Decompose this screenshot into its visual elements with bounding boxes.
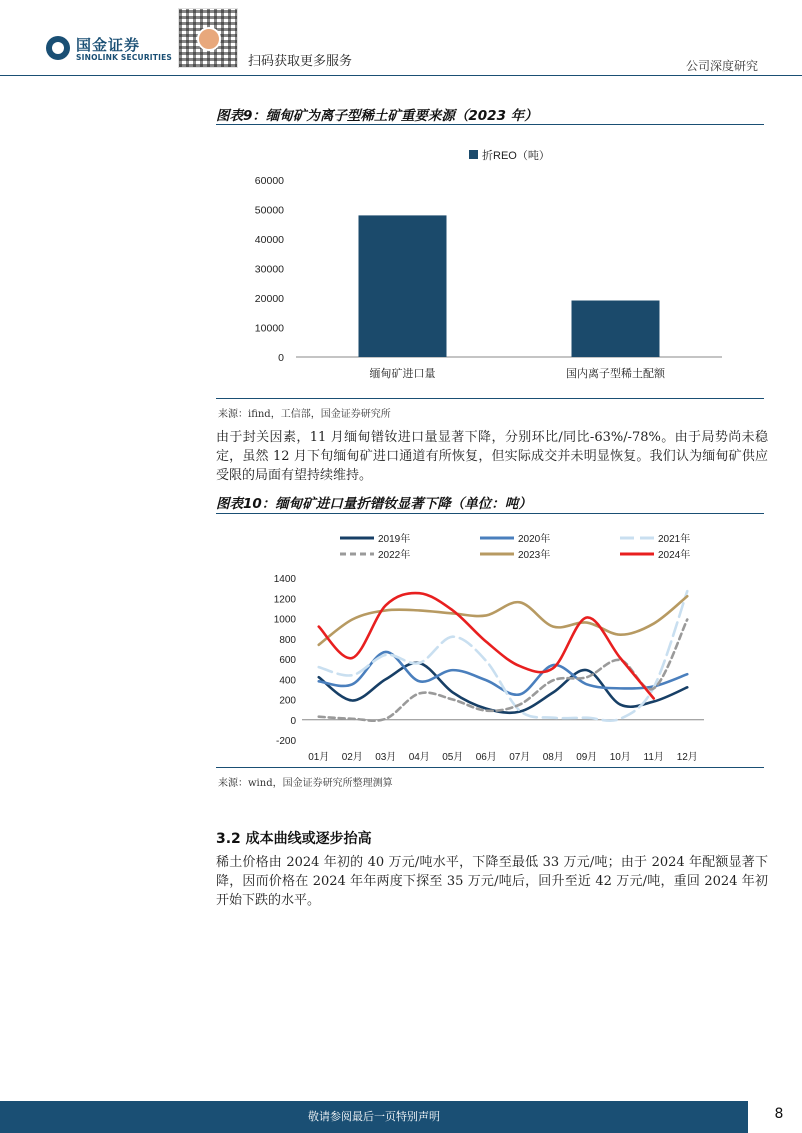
- x-tick-label: 08月: [542, 752, 564, 763]
- figure10-top-rule: [216, 513, 764, 514]
- body-paragraph-2: 稀土价格由 2024 年初的 40 万元/吨水平，下降至最低 33 万元/吨；由于 2024 年配额显著下降，因而价格在 2024 年年两度下探至 35 万元/吨后，回升至近 42 万元/吨，重回 2024 年初开始下跌的水平。: [216, 855, 768, 908]
- series-line: [319, 593, 654, 698]
- page-number: 8: [774, 1106, 784, 1122]
- legend-label: 折REO（吨）: [482, 150, 550, 162]
- y-tick-label: 600: [279, 655, 296, 666]
- legend-label: 2023年: [518, 550, 551, 561]
- body-paragraph-1: 由于封关因素，11 月缅甸镨钕进口量显著下降，分别环比/同比-63%/-78%。由于局势尚未稳定，虽然 12 月下旬缅甸矿进口通道有所恢复，但实际成交并未明显恢复。我们认为缅甸矿供应受限的局面有望持续维持。: [216, 430, 768, 483]
- y-tick-label: 50000: [254, 204, 284, 217]
- x-tick-label: 02月: [341, 752, 363, 763]
- legend-label: 2024年: [658, 550, 691, 561]
- y-tick-label: 10000: [254, 322, 284, 335]
- figure9-source: 来源：ifind，工信部，国金证券研究所: [218, 409, 391, 420]
- figure10-bottom-rule: [216, 767, 764, 768]
- y-tick-label: 800: [279, 634, 296, 646]
- figure9-title: 图表9：缅甸矿为离子型稀土矿重要来源（2023 年）: [216, 108, 538, 124]
- x-tick-label: 国内离子型稀土配额: [566, 368, 665, 380]
- logo-text-en: SINOLINK SECURITIES: [76, 53, 173, 62]
- qr-center-logo-icon: [197, 27, 221, 51]
- footer-disclaimer: 敬请参阅最后一页特别声明: [308, 1110, 440, 1123]
- legend-label: 2022年: [378, 550, 411, 561]
- x-tick-label: 09月: [576, 752, 598, 763]
- x-tick-label: 10月: [609, 752, 631, 763]
- x-tick-label: 05月: [442, 752, 464, 763]
- y-tick-label: 1400: [273, 574, 296, 585]
- figure9-top-rule: [216, 124, 764, 125]
- x-tick-label: 01月: [308, 752, 330, 763]
- y-tick-label: 200: [279, 695, 296, 707]
- y-tick-label: 0: [278, 352, 284, 364]
- scan-service-text: 扫码获取更多服务: [248, 54, 353, 69]
- figure9-bar-chart: [216, 130, 764, 392]
- logo-mark-icon: [46, 36, 70, 60]
- x-tick-label: 04月: [408, 752, 430, 763]
- y-tick-label: 30000: [254, 263, 284, 276]
- bar: [572, 301, 660, 357]
- x-tick-label: 缅甸矿进口量: [369, 368, 436, 380]
- y-tick-label: 40000: [254, 234, 284, 246]
- section-title: 3.2 成本曲线或逐步抬高: [216, 831, 372, 847]
- x-tick-label: 07月: [509, 752, 531, 763]
- y-tick-label: 0: [290, 715, 296, 727]
- x-tick-label: 03月: [375, 752, 397, 763]
- series-line: [319, 596, 688, 645]
- legend-swatch: [469, 150, 478, 159]
- y-tick-label: 400: [279, 675, 296, 687]
- figure10-source: 来源：wind，国金证券研究所整理测算: [218, 778, 393, 789]
- legend-label: 2021年: [658, 534, 691, 545]
- figure10-title: 图表10：缅甸矿进口量折镨钕显著下降（单位：吨）: [216, 496, 532, 512]
- y-tick-label: -200: [275, 736, 296, 747]
- y-tick-label: 1000: [273, 614, 296, 626]
- x-tick-label: 11月: [643, 752, 664, 763]
- y-tick-label: 20000: [254, 293, 284, 305]
- y-tick-label: 1200: [273, 594, 296, 606]
- header-divider: [0, 75, 802, 76]
- x-tick-label: 12月: [676, 752, 698, 763]
- y-tick-label: 60000: [254, 175, 284, 187]
- bar: [359, 215, 447, 357]
- legend-label: 2019年: [378, 534, 411, 545]
- company-logo: [40, 34, 180, 64]
- legend-label: 2020年: [518, 534, 551, 545]
- report-type-label: 公司深度研究: [685, 59, 758, 73]
- x-tick-label: 06月: [475, 752, 497, 763]
- figure9-bottom-rule: [216, 398, 764, 399]
- figure10-line-chart: [216, 520, 764, 764]
- logo-text-cn: 国金证券: [76, 36, 141, 54]
